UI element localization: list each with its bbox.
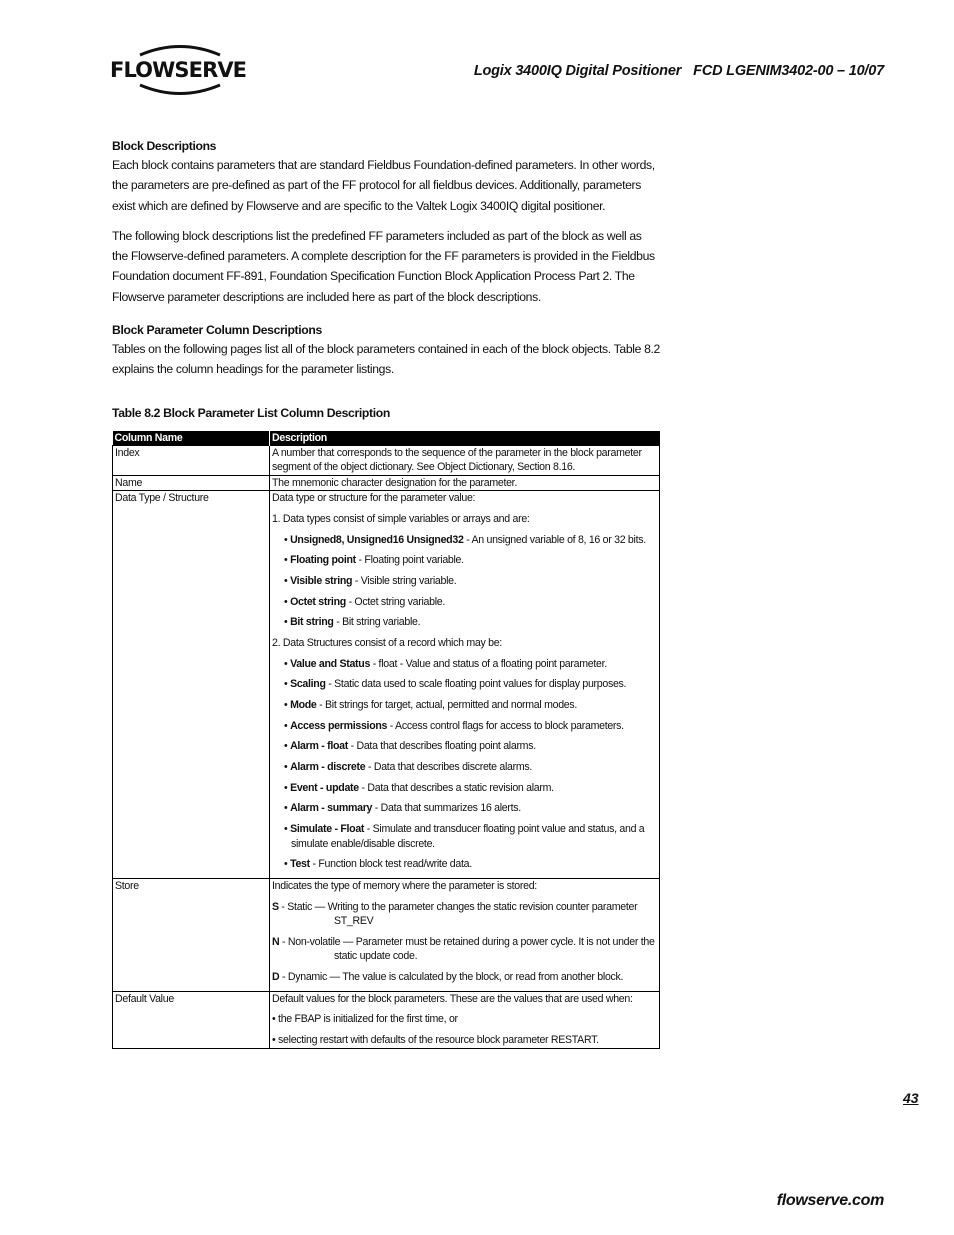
datatype-item-term: Bit string xyxy=(290,616,334,629)
structure-item-term: Alarm - summary xyxy=(290,802,373,815)
document-code: FCD LGENIM3402-00 – 10/07 xyxy=(693,63,884,79)
store-item-text: - Dynamic — The value is calculated by the block, or read from another block. xyxy=(279,971,624,984)
structure-item: • Access permissions - Access control flags for access to block parameters. xyxy=(284,719,624,732)
row-description xyxy=(270,879,660,992)
structure-item-text: - Simulate and transducer floating point value and status, and a simulate enable/disable discrete. xyxy=(291,823,645,850)
row-description xyxy=(270,491,660,879)
datatype-structs-intro: 2. Data Structures consist of a record which may be: xyxy=(272,636,502,649)
table-row xyxy=(113,991,660,1048)
datatype-item: • Floating point - Floating point variable. xyxy=(284,554,464,567)
datatype-item-text: - An unsigned variable of 8, 16 or 32 bits. xyxy=(463,533,646,546)
structure-item-text: - float - Value and status of a floating point parameter. xyxy=(370,657,607,670)
block-descriptions-heading: Block Descriptions xyxy=(112,139,217,153)
structure-item-text: - Bit strings for target, actual, permitted and normal modes. xyxy=(316,699,578,712)
structure-item-term: Access permissions xyxy=(290,719,388,732)
datatype-item-text: - Bit string variable. xyxy=(333,616,421,629)
structure-item-term: Mode xyxy=(290,699,317,712)
structure-item-text: - Data that describes a static revision alarm. xyxy=(358,781,554,794)
table-row xyxy=(113,445,660,475)
row-name: Store xyxy=(113,879,270,992)
row-description: The mnemonic character designation for the parameter. xyxy=(270,475,660,491)
row-name: Data Type / Structure xyxy=(113,491,270,879)
block-descriptions-paragraph-1: Each block contains parameters that are standard Fieldbus Foundation-defined parameters. In other words, the parameters are pre-defined as part of the FF protocol for all fieldbus devices. Additionally, parameters exist which are defined by Flowserve and are specific to the Valtek Logix 3400IQ digital positioner. xyxy=(112,158,655,213)
structure-item: • Mode - Bit strings for target, actual, permitted and normal modes. xyxy=(284,699,578,712)
structure-item-term: Alarm - float xyxy=(290,740,348,753)
datatype-types-intro: 1. Data types consist of simple variables or arrays and are: xyxy=(272,512,530,525)
store-item-term: S xyxy=(272,900,279,913)
store-item-text: - Non-volatile — Parameter must be retained during a power cycle. It is not under the static update code. xyxy=(279,935,655,963)
structure-item: • Alarm - summary - Data that summarizes 16 alerts. xyxy=(284,802,521,815)
structure-item-term: Value and Status xyxy=(290,657,371,670)
header-title xyxy=(474,63,884,79)
datatype-item-text: - Floating point variable. xyxy=(355,554,464,567)
footer-website: flowserve.com xyxy=(776,1192,884,1209)
structure-item: • Alarm - discrete - Data that describes discrete alarms. xyxy=(284,761,533,774)
datatype-types-list xyxy=(272,533,657,630)
datatype-item-term: Floating point xyxy=(290,554,356,567)
row-description xyxy=(270,991,660,1048)
store-list xyxy=(272,900,657,985)
datatype-item-text: - Visible string variable. xyxy=(352,574,457,587)
structure-item-text: - Function block test read/write data. xyxy=(309,858,472,871)
datatype-structs-list xyxy=(272,657,657,872)
table-row xyxy=(113,879,660,992)
structure-item-text: - Data that summarizes 16 alerts. xyxy=(372,802,521,815)
column-descriptions-paragraph: Tables on the following pages list all of the block parameters contained in each of the block objects. Table 8.2 explains the column headings for the parameter listings. xyxy=(112,342,660,377)
datatype-item-term: Visible string xyxy=(290,574,353,587)
store-intro: Indicates the type of memory where the parameter is stored: xyxy=(272,880,537,893)
datatype-intro: Data type or structure for the parameter value: xyxy=(272,492,476,505)
structure-item-term: Scaling xyxy=(290,678,326,691)
page-number: 43 xyxy=(903,1090,919,1106)
store-item-text: - Static — Writing to the parameter changes the static revision counter parameter ST_REV xyxy=(278,900,638,928)
datatype-item: • Octet string - Octet string variable. xyxy=(284,595,445,608)
row-description: A number that corresponds to the sequence of the parameter in the block parameter segment of the object dictionary. See Object Dictionary, Section 8.16. xyxy=(270,445,660,475)
table-caption: Table 8.2 Block Parameter List Column Description xyxy=(112,405,390,420)
flowserve-logo xyxy=(110,42,250,98)
datatype-item-term: Octet string xyxy=(290,595,346,608)
structure-item: • Simulate - Float - Simulate and transducer floating point value and status, and a simulate enable/disable discrete. xyxy=(284,823,645,850)
structure-item-text: - Static data used to scale floating point values for display purposes. xyxy=(325,678,627,691)
structure-item-term: Test xyxy=(290,858,310,871)
row-name: Name xyxy=(113,475,270,491)
structure-item-term: Event - update xyxy=(290,781,359,794)
table-row xyxy=(113,475,660,491)
datatype-item-term: Unsigned8, Unsigned16 Unsigned32 xyxy=(290,533,464,546)
datatype-item: • Visible string - Visible string variable. xyxy=(284,574,457,587)
product-name: Logix 3400IQ Digital Positioner xyxy=(473,63,682,79)
store-item xyxy=(272,900,657,929)
column-header: Column Name xyxy=(113,431,270,446)
structure-item: • Test - Function block test read/write data. xyxy=(284,858,472,871)
main-content xyxy=(112,137,660,1049)
structure-item-term: Alarm - discrete xyxy=(290,761,366,774)
table-row xyxy=(113,491,660,879)
datatype-item: • Bit string - Bit string variable. xyxy=(284,616,421,629)
store-item xyxy=(272,970,657,985)
structure-item: • Alarm - float - Data that describes floating point alarms. xyxy=(284,740,536,753)
row-name: Index xyxy=(113,445,270,475)
store-item xyxy=(272,935,657,964)
block-descriptions-paragraph-2: The following block descriptions list the predefined FF parameters included as part of the block as well as the Flowserve-defined parameters. A complete description for the FF parameters is provided in the Fieldbus Foundation document FF-891, Foundation Specification Function Block Application Process Part 2. The Flowserve parameter descriptions are included here as part of the block descriptions. xyxy=(112,228,655,304)
parameter-column-table xyxy=(112,431,660,1049)
row-name: Default Value xyxy=(113,991,270,1048)
datatype-item-text: - Octet string variable. xyxy=(345,595,445,608)
table-header-row xyxy=(113,431,660,446)
default-item: • selecting restart with defaults of the resource block parameter RESTART. xyxy=(272,1034,599,1047)
structure-item: • Event - update - Data that describes a static revision alarm. xyxy=(284,781,554,794)
structure-item-term: Simulate - Float xyxy=(290,823,365,836)
structure-item-text: - Data that describes floating point alarms. xyxy=(347,740,536,753)
logo-wordmark: FLOWSERVE xyxy=(110,58,247,82)
column-header: Description xyxy=(270,431,660,446)
column-descriptions-heading: Block Parameter Column Descriptions xyxy=(112,323,322,338)
default-intro: Default values for the block parameters. These are the values that are used when: xyxy=(272,992,633,1005)
structure-item-text: - Data that describes discrete alarms. xyxy=(365,761,533,774)
structure-item: • Value and Status - float - Value and status of a floating point parameter. xyxy=(284,657,607,670)
datatype-item: • Unsigned8, Unsigned16 Unsigned32 - An unsigned variable of 8, 16 or 32 bits. xyxy=(284,533,646,546)
structure-item-text: - Access control flags for access to block parameters. xyxy=(387,719,624,732)
store-item-term: N xyxy=(272,935,280,948)
structure-item: • Scaling - Static data used to scale floating point values for display purposes. xyxy=(284,678,627,691)
default-item: • the FBAP is initialized for the first time, or xyxy=(272,1013,458,1026)
store-item-term: D xyxy=(272,971,280,984)
